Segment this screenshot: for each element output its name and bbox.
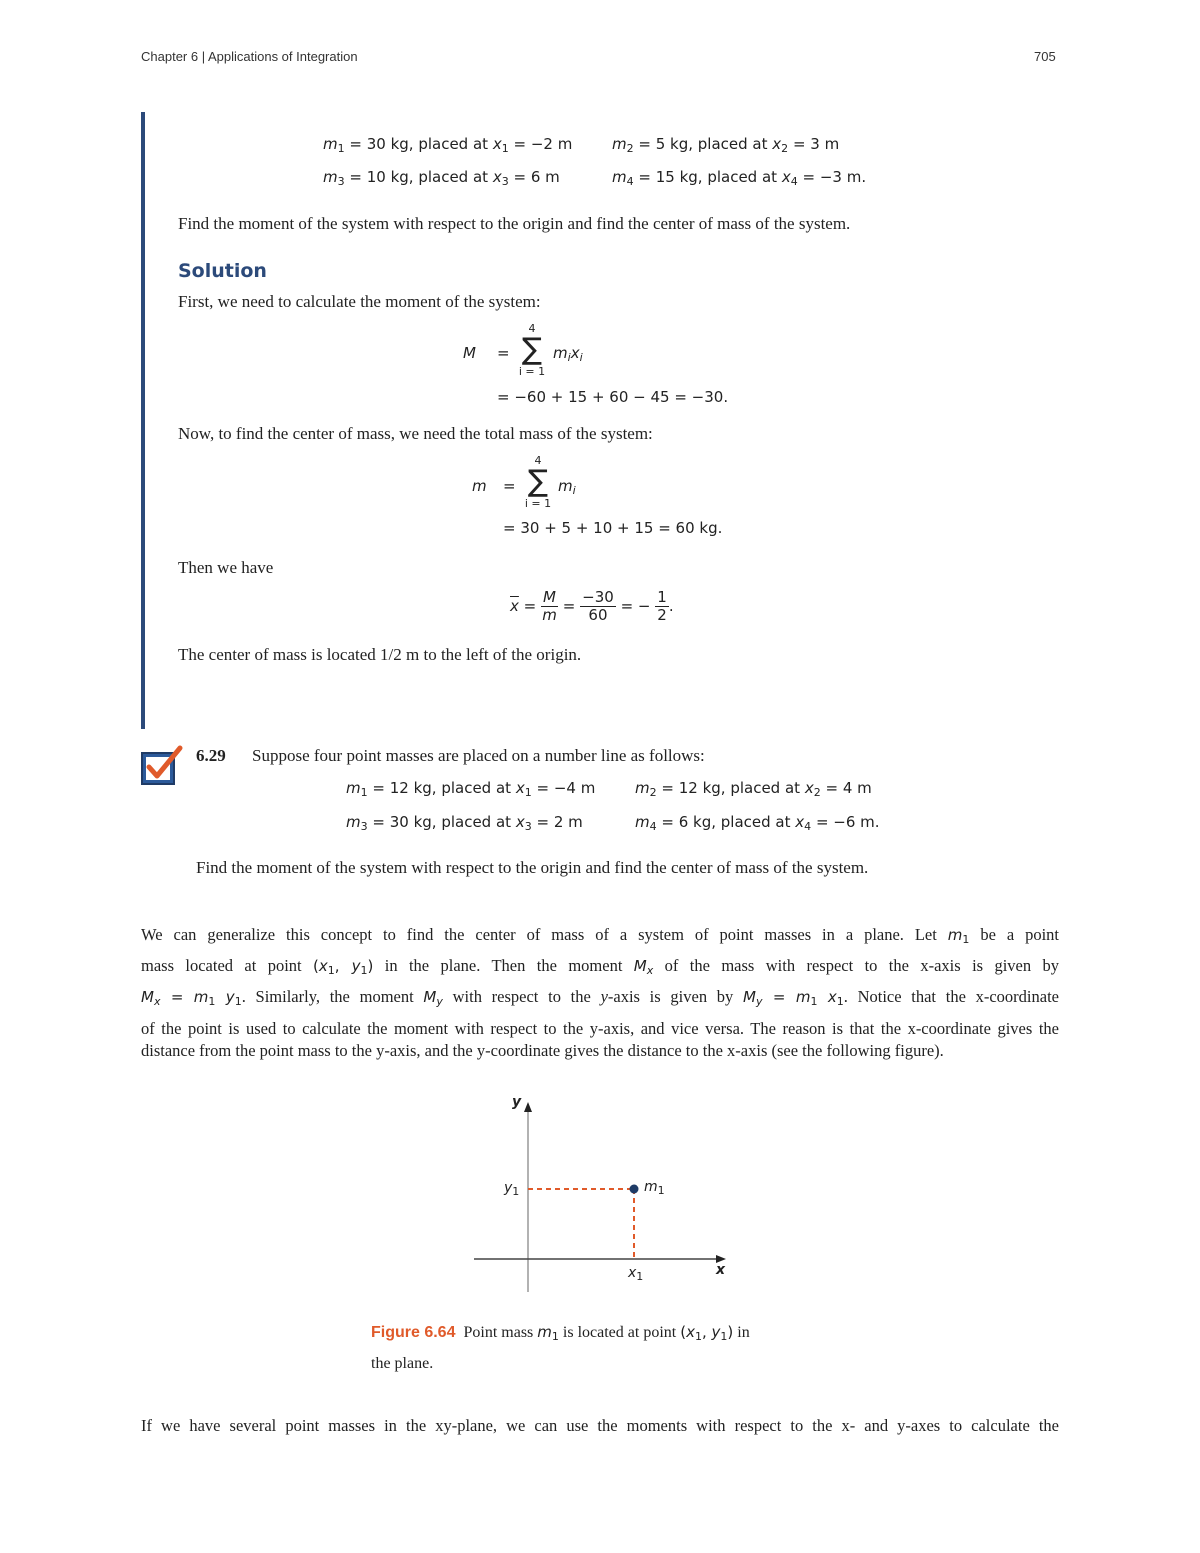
moment-summand	[553, 344, 583, 362]
subscript: 1	[234, 995, 242, 1008]
y-axis-arrow-icon	[524, 1102, 532, 1112]
mass-description: = 6 kg, placed at	[656, 813, 796, 831]
equals: =	[562, 597, 576, 615]
subscript: 1	[962, 933, 970, 946]
mass-symbol: m	[644, 1179, 658, 1195]
subscript: 1	[327, 964, 335, 977]
equals: =	[523, 597, 537, 615]
text-run: of the mass with respect to the x-axis is given by	[653, 956, 1060, 975]
fraction-moment-over-mass	[541, 589, 558, 624]
text-run: in	[733, 1324, 750, 1341]
subscript: 1	[836, 995, 844, 1008]
body-last-line: If we have several point masses in the xy-plane, we can use the moments with respect to the x- and y-axes to calculate the	[141, 1416, 1059, 1435]
moment-sum	[514, 322, 550, 378]
mass-description: = 15 kg, placed at	[633, 168, 782, 186]
m1-label	[644, 1179, 665, 1195]
subscript: 1	[720, 1330, 728, 1343]
position-subscript: 2	[813, 786, 821, 799]
equals: =	[170, 988, 184, 1006]
summand-index: i	[572, 484, 576, 497]
body-line-4: of the point is used to calculate the moment with respect to the y-axis, and vice versa. The reason is that the x-coordinate gives the distance from the point mass to the y-axis, and the y-coordinate gives the distance to the x-axis (see the following figure).	[141, 1019, 1059, 1060]
fraction-result	[655, 589, 669, 624]
mass-symbol: m	[947, 926, 963, 944]
x-axis-label: x	[716, 1262, 726, 1278]
then-text: Then we have	[178, 558, 274, 577]
figure-6-64	[470, 1092, 730, 1292]
moment-result: = −60 + 15 + 60 − 45 = −30.	[497, 388, 729, 406]
exercise-mass-2	[635, 779, 872, 797]
exercise-mass-3	[346, 813, 583, 831]
position-value: = −2 m	[508, 135, 573, 153]
summand-mass: m	[553, 344, 568, 362]
mass-subscript: 1	[337, 142, 345, 155]
exercise-intro: Suppose four point masses are placed on a number line as follows:	[252, 746, 705, 765]
xbar-equation: $\overline{x}$ = $\frac{M}{m}$ = $\frac{-30}{60}$ = − $\frac{1}{2}$ .	[510, 588, 674, 624]
mass-symbol: m	[346, 779, 361, 797]
mass-sum	[520, 454, 556, 510]
subscript: x	[153, 995, 161, 1008]
exercise-number: 6.29	[196, 746, 226, 765]
subscript: y	[755, 995, 763, 1008]
moment-symbol: M	[141, 988, 154, 1006]
text-run: -axis is given by	[607, 987, 744, 1006]
position-subscript: 4	[790, 175, 798, 188]
sigma-symbol: ∑	[521, 332, 543, 367]
x-symbol: x	[686, 1323, 695, 1341]
denominator: m	[542, 606, 557, 624]
subscript: 1	[636, 1270, 644, 1283]
summand-index: i	[579, 351, 583, 364]
sum-upper-limit: 4	[534, 454, 542, 467]
position-subscript: 3	[524, 820, 532, 833]
mass-symbol: m	[612, 168, 627, 186]
figure-label: Figure 6.64	[371, 1324, 456, 1341]
solution-intro: First, we need to calculate the moment of the system:	[178, 292, 541, 311]
mass-description: = 10 kg, placed at	[344, 168, 493, 186]
exercise-question: Find the moment of the system with respect to the origin and find the center of mass of the system.	[196, 858, 869, 877]
mass-equals: =	[503, 477, 516, 495]
position-symbol: x	[804, 779, 814, 797]
total-mass-intro: Now, to find the center of mass, we need the total mass of the system:	[178, 424, 653, 443]
mass-subscript: 4	[649, 820, 657, 833]
exercise-mass-4	[635, 813, 880, 831]
y1-label	[504, 1180, 519, 1196]
body-line-3	[141, 981, 1059, 1013]
y-symbol: y	[711, 1323, 721, 1341]
minus-sign: −	[637, 597, 651, 615]
position-symbol: x	[795, 813, 805, 831]
position-symbol: x	[492, 135, 502, 153]
moment-symbol: M	[633, 957, 647, 975]
summand-mass: m	[558, 477, 573, 495]
position-value: = −4 m	[531, 779, 596, 797]
position-value: = −6 m.	[811, 813, 880, 831]
example-sidebar-bar	[141, 112, 145, 729]
subscript: 1	[512, 1185, 520, 1198]
mass-subscript: 2	[649, 786, 657, 799]
mass-description: = 30 kg, placed at	[344, 135, 493, 153]
mass-symbol: m	[346, 813, 361, 831]
text-run: the plane.	[371, 1355, 434, 1372]
position-value: = 2 m	[531, 813, 583, 831]
mass-subscript: 3	[337, 175, 345, 188]
position-symbol: x	[515, 779, 525, 797]
body-line-1	[141, 919, 1059, 951]
summand-position: x	[570, 344, 580, 362]
text-run: We can generalize this concept to find the center of mass of a system of point masses in a plane. Let	[141, 925, 948, 944]
position-symbol: x	[772, 135, 782, 153]
position-subscript: 1	[524, 786, 532, 799]
position-value: = 4 m	[820, 779, 872, 797]
summand-index: i	[567, 351, 571, 364]
position-value: = 6 m	[508, 168, 560, 186]
moment-symbol: M	[463, 344, 476, 362]
position-value: = −3 m.	[797, 168, 867, 186]
numerator: 1	[657, 588, 667, 606]
position-subscript: 4	[804, 820, 812, 833]
y-axis-label: y	[512, 1094, 522, 1110]
mass-summand	[558, 477, 576, 495]
text-run: . Notice that the x-coordinate	[843, 987, 1059, 1006]
mass-subscript: 3	[360, 820, 368, 833]
text-run: in the plane. Then the moment	[373, 956, 634, 975]
example-mass-1	[323, 135, 572, 153]
sum-lower-limit: i = 1	[518, 365, 546, 378]
mass-result: = 30 + 5 + 10 + 15 = 60 kg.	[503, 519, 723, 537]
denominator: 60	[588, 606, 608, 624]
sigma-symbol: ∑	[527, 464, 549, 499]
denominator: 2	[657, 606, 667, 624]
position-symbol: x	[492, 168, 502, 186]
text-run: . Similarly, the moment	[241, 987, 424, 1006]
figure-caption: Figure 6.64 Point mass $m_1$ is located at point ($x_1$, $y_1$) in the plane.	[371, 1323, 750, 1372]
mass-symbol: m	[537, 1323, 552, 1341]
text-run: is located at point	[558, 1324, 681, 1341]
mass-lhs	[472, 477, 487, 495]
point-mass-dot	[630, 1185, 639, 1194]
example-question: Find the moment of the system with respect to the origin and find the center of mass of the system.	[178, 214, 851, 233]
mass-description: = 12 kg, placed at	[367, 779, 516, 797]
moment-symbol: M	[743, 988, 756, 1006]
mass-symbol: m	[635, 813, 650, 831]
mass-description: = 12 kg, placed at	[656, 779, 805, 797]
equals: =	[620, 597, 634, 615]
text-run: Point mass	[463, 1324, 538, 1341]
position-subscript: 1	[501, 142, 509, 155]
x1-label	[628, 1265, 643, 1281]
subscript: 1	[208, 995, 216, 1008]
position-symbol: x	[781, 168, 791, 186]
example-mass-3	[323, 168, 560, 186]
mass-symbol: m	[635, 779, 650, 797]
sum-lower-limit: i = 1	[524, 497, 552, 510]
text-run: y	[600, 987, 608, 1006]
mass-symbol: m	[323, 135, 338, 153]
equals: =	[772, 988, 786, 1006]
solution-heading: Solution	[178, 260, 267, 282]
mass-symbol: m	[323, 168, 338, 186]
mass-subscript: 2	[626, 142, 634, 155]
x-symbol: x	[628, 1265, 637, 1281]
numerator: M	[543, 588, 556, 606]
subscript: y	[436, 995, 443, 1008]
subscript: 1	[360, 964, 368, 977]
total-mass-symbol: m	[472, 477, 487, 495]
checkpoint-icon	[140, 745, 186, 787]
text-run: be a point	[969, 925, 1059, 944]
example-mass-2	[612, 135, 839, 153]
example-mass-4	[612, 168, 866, 186]
mass-description: = 30 kg, placed at	[367, 813, 516, 831]
text-run: with respect to the	[442, 987, 601, 1006]
moment-equals: =	[497, 344, 510, 362]
xbar-symbol: $\overline{x}$	[510, 597, 519, 615]
subscript: x	[646, 964, 654, 977]
subscript: 1	[657, 1184, 665, 1197]
mass-subscript: 4	[626, 175, 634, 188]
x-symbol: x	[318, 957, 328, 975]
numerator: −30	[582, 588, 614, 606]
mass-symbol: m	[612, 135, 627, 153]
fraction-values	[580, 589, 616, 624]
sum-upper-limit: 4	[528, 322, 536, 335]
moment-lhs	[463, 344, 476, 362]
page-number: 705	[1034, 49, 1056, 64]
exercise-mass-1	[346, 779, 595, 797]
position-symbol: x	[515, 813, 525, 831]
position-value: = 3 m	[788, 135, 840, 153]
moment-symbol: M	[423, 988, 437, 1006]
body-line-2: mass located at point ($x_1$, $y_1$) in the plane. Then the moment $M_x$ of the mass with respect to the x-axis is given by	[141, 956, 1060, 977]
position-subscript: 2	[781, 142, 789, 155]
y-symbol: y	[351, 957, 361, 975]
subscript: 1	[551, 1330, 559, 1343]
running-header: Chapter 6 | Applications of Integration	[141, 49, 358, 64]
subscript: 1	[694, 1330, 702, 1343]
position-subscript: 3	[501, 175, 509, 188]
mass-subscript: 1	[360, 786, 368, 799]
center-of-mass-conclusion: The center of mass is located 1/2 m to the left of the origin.	[178, 645, 582, 664]
y-symbol: y	[225, 988, 235, 1006]
y-symbol: y	[504, 1180, 513, 1196]
mass-description: = 5 kg, placed at	[633, 135, 773, 153]
x-symbol: x	[827, 988, 837, 1006]
text-run: mass located at point	[141, 956, 314, 975]
mass-symbol: m	[795, 988, 811, 1006]
mass-symbol: m	[193, 988, 209, 1006]
subscript: 1	[810, 995, 818, 1008]
